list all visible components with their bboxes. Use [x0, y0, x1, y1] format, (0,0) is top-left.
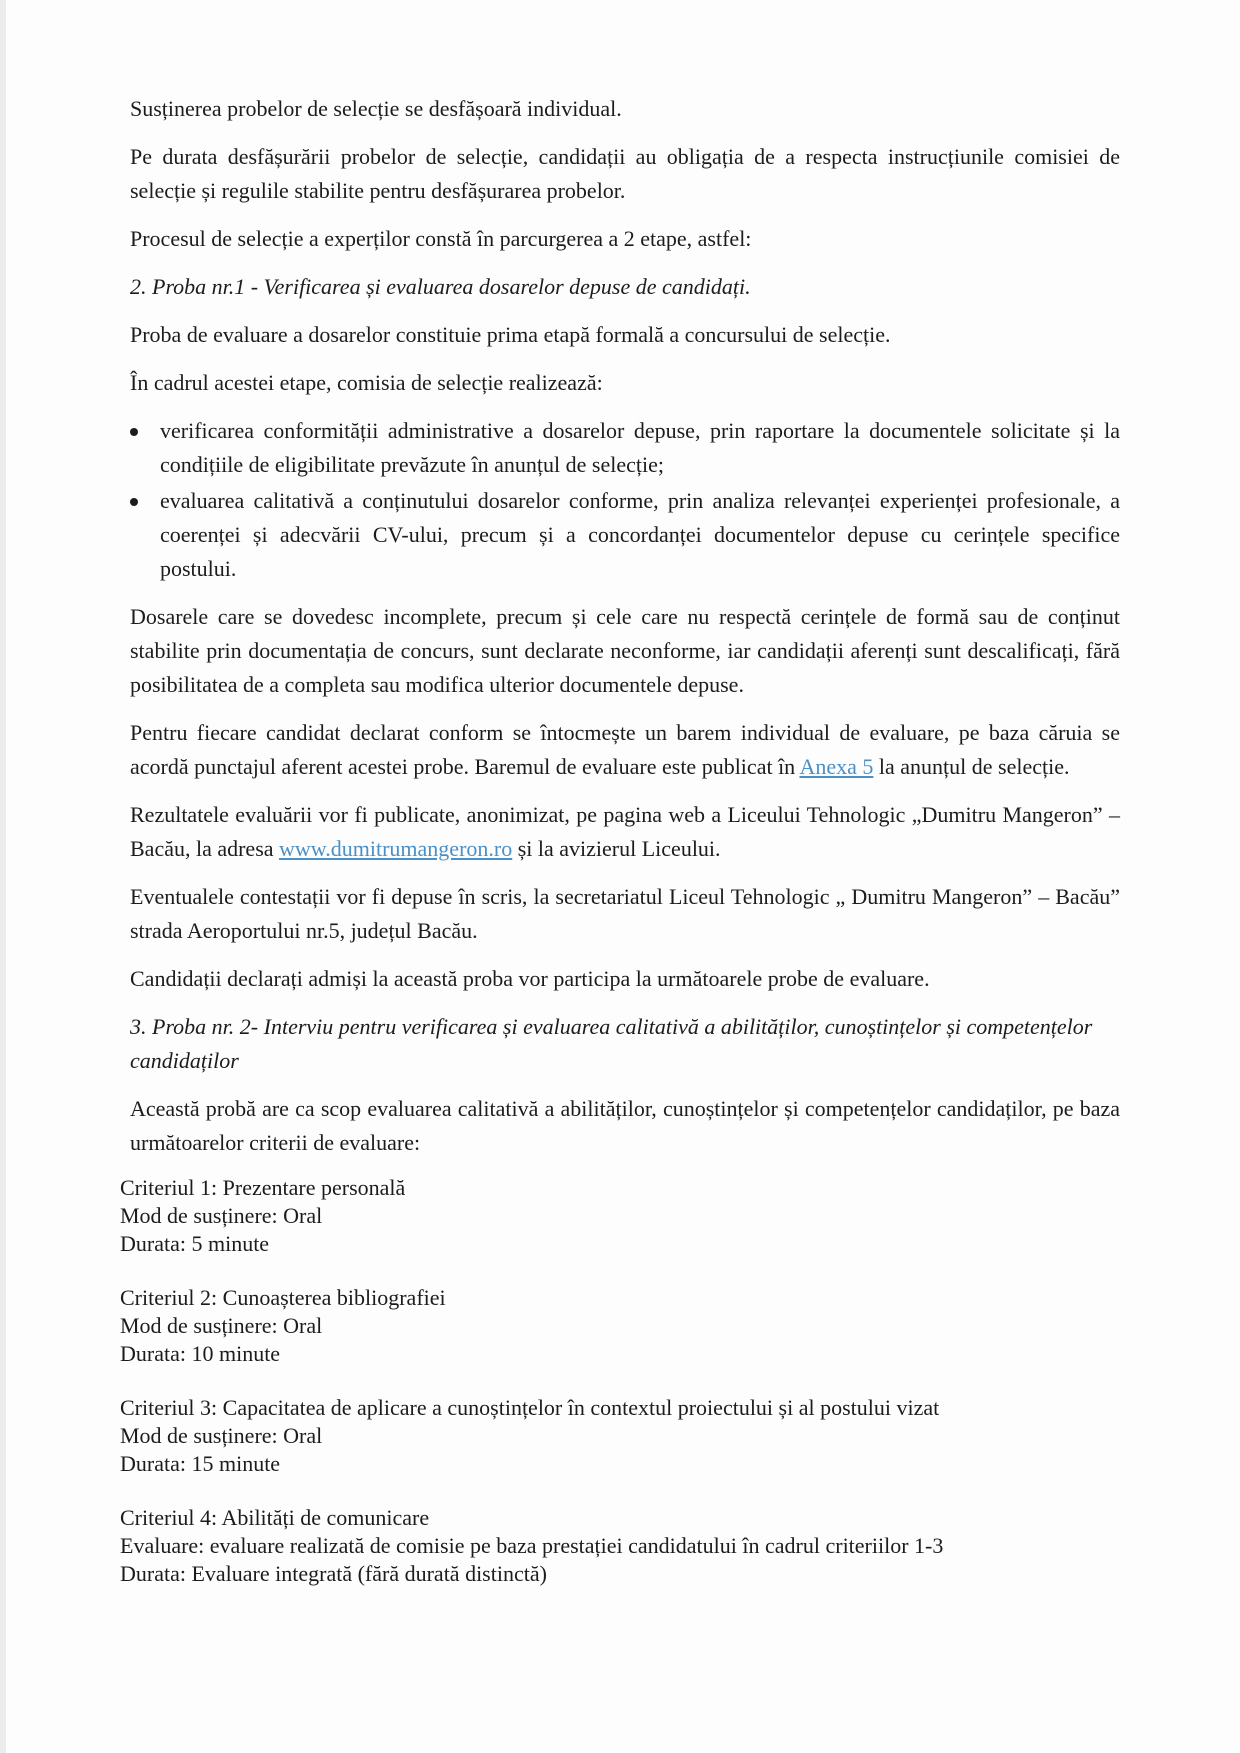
- paragraph-first-stage: Proba de evaluare a dosarelor constituie prima etapă formală a concursului de selecție.: [130, 322, 891, 347]
- paragraph-stages: Procesul de selecție a experților constă în parcurgerea a 2 etape, astfel:: [130, 226, 752, 251]
- criterion-2: [120, 1284, 1120, 1368]
- list-item: evaluarea calitativă a conținutului dosarelor conforme, prin analiza relevanței experienței profesionale, a coerenței și adecvării CV-ului, precum și a concordanței documentelor depuse cu cerințele specifice postului.: [130, 484, 1120, 586]
- criterion-duration: Durata: Evaluare integrată (fără durată distinctă): [120, 1561, 547, 1586]
- criterion-mode: Mod de susținere: Oral: [120, 1203, 323, 1228]
- paragraph-obligations: Pe durata desfășurării probelor de selecție, candidații au obligația de a respecta instrucțiunile comisiei de selecție și regulile stabilite pentru desfășurarea probelor.: [130, 144, 1120, 203]
- criterion-mode: Mod de susținere: Oral: [120, 1313, 323, 1338]
- document-body: [120, 92, 1120, 1614]
- criterion-mode: Mod de susținere: Oral: [120, 1423, 323, 1448]
- criterion-3: [120, 1394, 1120, 1478]
- heading-proba-1: 2. Proba nr.1 - Verificarea și evaluarea dosarelor depuse de candidați.: [130, 274, 751, 299]
- website-link[interactable]: www.dumitrumangeron.ro: [279, 836, 513, 861]
- anexa-5-link[interactable]: Anexa 5: [799, 754, 874, 779]
- criterion-title: Criteriul 1: Prezentare personală: [120, 1175, 406, 1200]
- paragraph-disqualification: Dosarele care se dovedesc incomplete, precum și cele care nu respectă cerințele de formă sau de conținut stabilite prin documentația de concurs, sunt declarate neconforme, iar candidații aferenți sunt descalificați, fără posibilitatea de a completa sau modifica ulterior documentele depuse.: [130, 604, 1120, 697]
- task-list: [130, 414, 1120, 586]
- criterion-evaluation: Evaluare: evaluare realizată de comisie pe baza prestației candidatului în cadrul criteriilor 1-3: [120, 1533, 944, 1558]
- paragraph-individual: Susținerea probelor de selecție se desfășoară individual.: [130, 96, 622, 121]
- criterion-title: Criteriul 3: Capacitatea de aplicare a cunoștințelor în contextul proiectului și al postului vizat: [120, 1395, 940, 1420]
- bullet-icon: [130, 498, 138, 506]
- criterion-duration: Durata: 5 minute: [120, 1231, 270, 1256]
- criterion-1: [120, 1174, 1120, 1258]
- paragraph-barem: Pentru fiecare candidat declarat conform se întocmește un barem individual de evaluare, pe baza căruia se acordă punctajul aferent acestei probe. Baremul de evaluare este publicat în Anexa 5 la anunțul de selecție.: [130, 720, 1120, 779]
- paragraph-admitted: Candidații declarați admiși la această proba vor participa la următoarele probe de evaluare.: [130, 966, 930, 991]
- criterion-duration: Durata: 10 minute: [120, 1341, 281, 1366]
- paragraph-commission-tasks: În cadrul acestei etape, comisia de selecție realizează:: [130, 370, 603, 395]
- criterion-title: Criteriul 2: Cunoașterea bibliografiei: [120, 1285, 446, 1310]
- paragraph-appeals: Eventualele contestații vor fi depuse în scris, la secretariatul Liceul Tehnologic „ Dumitru Mangeron” – Bacău” strada Aeroportului nr.5, județul Bacău.: [130, 884, 1120, 943]
- list-item: verificarea conformității administrative a dosarelor depuse, prin raportare la documentele solicitate și la condițiile de eligibilitate prevăzute în anunțul de selecție;: [130, 414, 1120, 482]
- criterion-title: Criteriul 4: Abilități de comunicare: [120, 1505, 430, 1530]
- paragraph-interview-scope: Această probă are ca scop evaluarea calitativă a abilităților, cunoștințelor și competențelor candidaților, pe baza următoarelor criterii de evaluare:: [130, 1096, 1120, 1155]
- heading-proba-2: 3. Proba nr. 2- Interviu pentru verificarea și evaluarea calitativă a abilităților, cunoștințelor și competențelor candidaților: [130, 1014, 1093, 1073]
- criterion-4: [120, 1504, 1120, 1588]
- scan-edge: [0, 0, 6, 1753]
- criterion-duration: Durata: 15 minute: [120, 1451, 281, 1476]
- paragraph-results: Rezultatele evaluării vor fi publicate, anonimizat, pe pagina web a Liceului Tehnologic „Dumitru Mangeron” – Bacău, la adresa www.dumitrumangeron.ro și la avizierul Liceului.: [130, 802, 1120, 861]
- bullet-icon: [130, 428, 138, 436]
